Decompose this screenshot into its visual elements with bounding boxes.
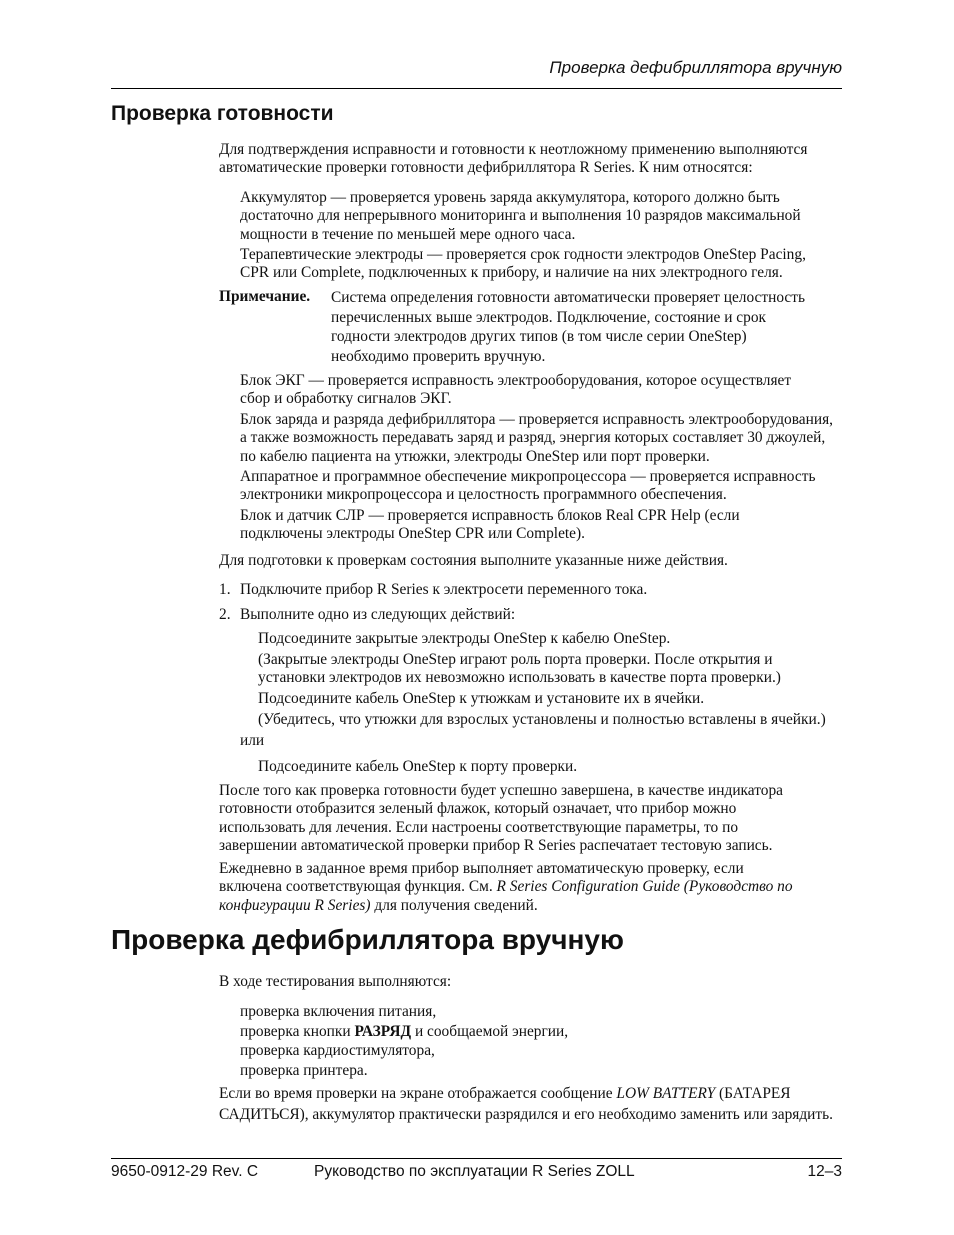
after-check-paragraph <box>219 782 783 855</box>
step-number: 2. <box>219 606 231 623</box>
text-line: Блок и датчик СЛР — проверяется исправность блоков Real CPR Help (если <box>240 507 740 524</box>
text-line: Система определения готовности автоматически проверяет целостность <box>331 289 805 306</box>
text-line: готовности отобразится зеленый флажок, который означает, что прибор можно <box>219 800 737 818</box>
text-line: Для подтверждения исправности и готовности к неотложному применению выполняются <box>219 141 808 158</box>
text-line: Аппаратное и программное обеспечение микропроцессора — проверяется исправность <box>240 468 816 485</box>
option-closed-electrodes: Подсоедините закрытые электроды OneStep к кабелю OneStep. <box>258 630 671 647</box>
text-span: включена соответствующая функция. См. <box>219 878 497 896</box>
check-item-cpr <box>240 507 740 544</box>
option-paddles: Подсоедините кабель OneStep к утюжкам и установите их в ячейки. <box>258 690 705 707</box>
document-number: 9650-0912-29 Rev. C <box>111 1163 259 1180</box>
text-line: завершении автоматической проверки прибор R Series распечатает тестовую запись. <box>219 836 773 854</box>
text-span: и сообщаемой энергии, <box>411 1022 569 1040</box>
prep-paragraph: Для подготовки к проверкам состояния выполните указанные ниже действия. <box>219 552 728 569</box>
text-line: мощности в течение по меньшей мере одного часа. <box>240 225 576 243</box>
config-guide-reference: R Series Configuration Guide (Руководство по <box>496 878 793 896</box>
page-number: 12–3 <box>807 1163 842 1180</box>
text-line: CPR или Complete, подключенных к прибору, и наличие на них электродного геля. <box>240 264 783 282</box>
list-item: проверка принтера. <box>240 1062 368 1080</box>
running-header: Проверка дефибриллятора вручную <box>549 58 842 77</box>
manual-check-list <box>240 1002 568 1081</box>
config-guide-reference: конфигурации R Series) <box>219 896 371 914</box>
text-line: перечисленных выше электродов. Подключение, состояние и срок <box>331 308 767 326</box>
text-span: (БАТАРЕЯ <box>715 1085 791 1102</box>
low-battery-paragraph <box>219 1084 833 1125</box>
text-line: автоматические проверки готовности дефибриллятора R Series. К ним относятся: <box>219 159 753 177</box>
check-item-ecg <box>240 372 791 409</box>
text-line <box>219 897 793 915</box>
step-2: Выполните одно из следующих действий: <box>240 606 516 623</box>
section-heading-readiness: Проверка готовности <box>111 102 334 125</box>
text-line: САДИТЬСЯ), аккумулятор практически разрядился и его необходимо заменить или зарядить. <box>219 1105 833 1123</box>
note-label: Примечание. <box>219 288 311 305</box>
list-item <box>240 1022 568 1042</box>
text-line: Аккумулятор — проверяется уровень заряда аккумулятора, которого должно быть <box>240 189 780 206</box>
manual-check-intro: В ходе тестирования выполняются: <box>219 973 452 990</box>
list-item: проверка включения питания, <box>240 1003 437 1020</box>
text-line: Блок заряда и разряда дефибриллятора — проверяется исправность электрооборудования, <box>240 411 834 428</box>
text-line: достаточно для непрерывного мониторинга и выполнения 10 разрядов максимальной <box>240 207 801 225</box>
text-line <box>219 878 793 896</box>
step-number: 1. <box>219 581 231 598</box>
shock-button-name: РАЗРЯД <box>354 1022 412 1040</box>
option-paddles-note: (Убедитесь, что утюжки для взрослых установлены и полностью вставлены в ячейки.) <box>258 711 826 728</box>
footer-rule <box>111 1158 842 1159</box>
check-item-charge-discharge <box>240 411 833 466</box>
text-line: Блок ЭКГ — проверяется исправность электрооборудования, которое осуществляет <box>240 372 792 389</box>
list-item: проверка кардиостимулятора, <box>240 1042 435 1060</box>
text-line: подключены электроды OneStep CPR или Complete). <box>240 525 585 543</box>
header-rule <box>111 88 842 89</box>
intro-paragraph <box>219 141 807 178</box>
text-line: сбор и обработку сигналов ЭКГ. <box>240 390 452 408</box>
text-line: После того как проверка готовности будет успешно завершена, в качестве индикатора <box>219 782 783 799</box>
check-item-microprocessor <box>240 468 815 505</box>
text-line: годности электродов других типов (в том числе серии OneStep) <box>331 328 747 346</box>
text-line: необходимо проверить вручную. <box>331 348 546 366</box>
text-line: Ежедневно в заданное время прибор выполняет автоматическую проверку, если <box>219 860 744 877</box>
text-line: по кабелю пациента на утюжки, электроды OneStep или порт проверки. <box>240 447 710 465</box>
text-line: электроники микропроцессора и целостность программного обеспечения. <box>240 486 727 504</box>
manual-title: Руководство по эксплуатации R Series ZOLL <box>314 1163 635 1180</box>
text-span: проверка кнопки <box>240 1022 355 1040</box>
section-heading-manual-check: Проверка дефибриллятора вручную <box>111 924 624 955</box>
option-test-port: Подсоедините кабель OneStep к порту проверки. <box>258 758 578 775</box>
option-closed-electrodes-note <box>258 651 781 688</box>
note-text <box>331 288 805 367</box>
text-span: Если во время проверки на экране отображается сообщение <box>219 1085 617 1102</box>
check-item-battery <box>240 189 801 244</box>
text-line: Терапевтические электроды — проверяется срок годности электродов OneStep Pacing, <box>240 246 806 263</box>
low-battery-message: LOW BATTERY <box>616 1085 716 1102</box>
daily-check-paragraph <box>219 860 793 915</box>
text-line: использовать для лечения. Если настроены соответствующие параметры, то по <box>219 818 739 836</box>
text-line <box>219 1084 833 1105</box>
text-line: а также возможность передавать заряд и разряд, энергия которых составляет 30 джоулей, <box>240 429 826 447</box>
step-1: Подключите прибор R Series к электросети переменного тока. <box>240 581 648 598</box>
text-span: для получения сведений. <box>370 896 538 914</box>
text-line: (Закрытые электроды OneStep играют роль порта проверки. После открытия и <box>258 651 773 668</box>
text-line: установки электродов их невозможно использовать в качестве порта проверки.) <box>258 669 781 687</box>
or-label: или <box>240 732 265 749</box>
check-item-electrodes <box>240 246 806 283</box>
